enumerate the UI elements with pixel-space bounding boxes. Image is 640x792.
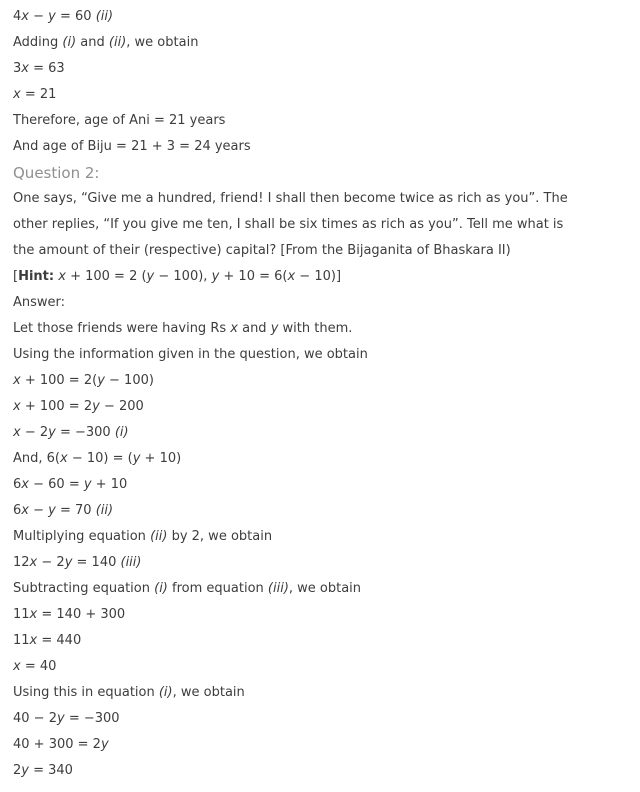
hint-line: [Hint: x + 100 = 2 (y − 100), y + 10 = 6(x − 10)] [13, 269, 342, 284]
equation-line: x − 2y = −300 (i) [13, 425, 129, 440]
text-line: Subtracting equation (i) from equation (iii), we obtain [13, 581, 362, 596]
equation-line: 4x − y = 60 (ii) [13, 9, 114, 24]
text-line: Let those friends were having Rs x and y with them. [13, 321, 353, 336]
text-line: Adding (i) and (ii), we obtain [13, 35, 199, 50]
equation-line: 3x = 63 [13, 61, 65, 76]
text-line: And age of Biju = 21 + 3 = 24 years [13, 139, 251, 154]
equation-line: 12x − 2y = 140 (iii) [13, 555, 142, 570]
text-line: Using the information given in the question, we obtain [13, 347, 368, 362]
equation-line: 2y = 340 [13, 763, 73, 778]
question-text-line: other replies, “If you give me ten, I shall be six times as rich as you”. Tell me what is [13, 217, 564, 232]
equation-line: 6x − y = 70 (ii) [13, 503, 114, 518]
equation-line: 40 + 300 = 2y [13, 737, 109, 752]
equation-line: x = 40 [13, 659, 57, 674]
equation-line: 11x = 140 + 300 [13, 607, 126, 622]
question-text-line: the amount of their (respective) capital? [From the Bijaganita of Bhaskara II) [13, 243, 511, 258]
question-text-line: One says, “Give me a hundred, friend! I shall then become twice as rich as you”. The [13, 191, 568, 206]
equation-line: x + 100 = 2y − 200 [13, 399, 144, 414]
text-line: Using this in equation (i), we obtain [13, 685, 245, 700]
equation-line: And, 6(x − 10) = (y + 10) [13, 451, 182, 466]
equation-line: x + 100 = 2(y − 100) [13, 373, 154, 388]
text-line: Multiplying equation (ii) by 2, we obtain [13, 529, 273, 544]
equation-line: 6x − 60 = y + 10 [13, 477, 128, 492]
text-line: Therefore, age of Ani = 21 years [13, 113, 226, 128]
equation-line: 40 − 2y = −300 [13, 711, 120, 726]
answer-label: Answer: [13, 295, 66, 310]
equation-line: 11x = 440 [13, 633, 82, 648]
question-heading: Question 2: [13, 164, 100, 182]
equation-line: x = 21 [13, 87, 57, 102]
document-content [13, 4, 634, 784]
